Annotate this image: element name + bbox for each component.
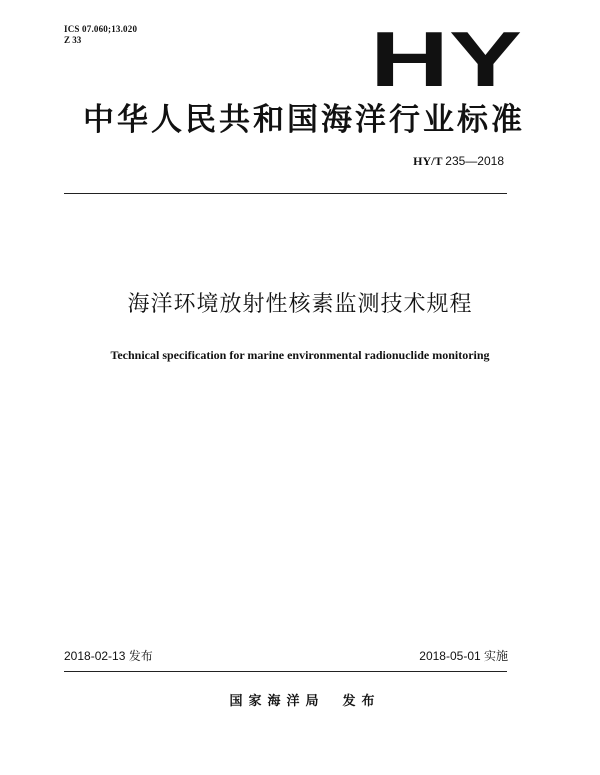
ics-code: ICS 07.060;13.020: [64, 24, 138, 34]
document-title-chinese: 海洋环境放射性核素监测技术规程: [127, 292, 473, 317]
bottom-divider: [64, 671, 507, 672]
hy-logo: [366, 22, 526, 92]
standard-code-prefix: HY/T: [413, 154, 443, 168]
standard-category-title: 中华人民共和国海洋行业标准: [83, 102, 525, 138]
document-title-english: Technical specification for marine environmental radionuclide monitoring: [110, 348, 490, 362]
issue-date: 2018-02-13 发布: [64, 649, 153, 663]
classification-code: Z 33: [64, 35, 82, 45]
top-divider: [64, 193, 507, 194]
hy-logo-text: HY: [370, 22, 522, 92]
standard-code-number: 235—2018: [445, 154, 504, 168]
standard-number: [413, 153, 504, 169]
publisher-action: 发布: [342, 694, 381, 709]
publisher-line: [0, 693, 600, 711]
publisher-organization: 国家海洋局: [229, 694, 325, 709]
implementation-date: 2018-05-01 实施: [419, 649, 508, 663]
